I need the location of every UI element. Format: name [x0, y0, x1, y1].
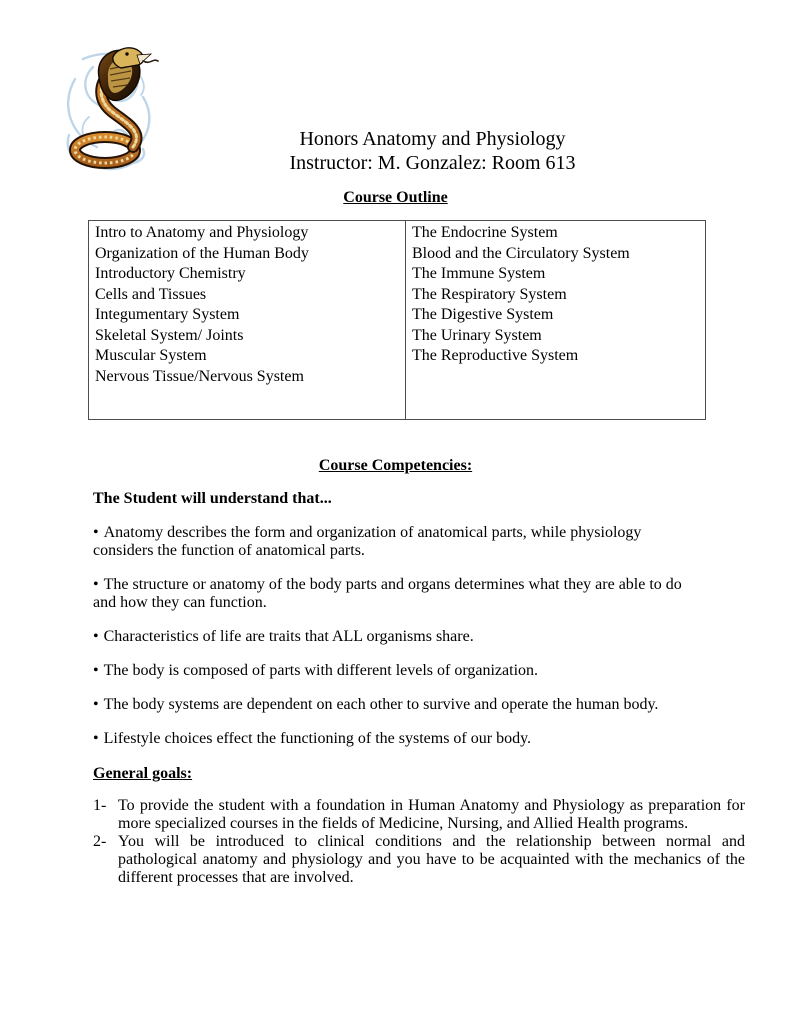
- goal-number: 2-: [93, 833, 107, 850]
- bullet-marker: •: [93, 730, 99, 747]
- outline-topic: Intro to Anatomy and Physiology: [95, 224, 309, 241]
- bullet-marker: •: [93, 524, 99, 541]
- bullet-text: Anatomy describes the form and organization of anatomical parts, while physiology considers the function of anatomical parts.: [93, 524, 642, 559]
- outline-topic: Cells and Tissues: [95, 285, 207, 303]
- cobra-logo: [55, 45, 160, 175]
- outline-topic: Integumentary System: [95, 306, 240, 323]
- bullet-item: [93, 524, 703, 560]
- bullet-item: [93, 628, 703, 646]
- goal-text: To provide the student with a foundation in Human Anatomy and Physiology as preparation for more specialized courses in the fields of Medicine, Nursing, and Allied Health programs.: [118, 797, 745, 832]
- bullet-item: [93, 662, 703, 680]
- outline-topic: Muscular System: [95, 347, 207, 364]
- outline-topic: Organization of the Human Body: [95, 244, 309, 262]
- outline-topic: Skeletal System/ Joints: [95, 326, 244, 344]
- goal-text: You will be introduced to clinical conditions and the relationship between normal and pathological anatomy and physiology and you have to be acquainted with the mechanics of the different processes that are involved.: [118, 833, 745, 886]
- outline-topic: The Urinary System: [412, 326, 542, 344]
- outline-left-cell: [89, 221, 406, 420]
- outline-topic: Introductory Chemistry: [95, 265, 246, 282]
- goal-item: [93, 833, 745, 887]
- doc-subtitle: Instructor: M. Gonzalez: Room 613: [289, 152, 576, 174]
- outline-right-cell: [406, 221, 706, 420]
- outline-topic: The Reproductive System: [412, 347, 579, 364]
- goal-item: [93, 797, 745, 833]
- bullet-text: Lifestyle choices effect the functioning of the systems of our body.: [103, 730, 532, 747]
- bullet-text: Characteristics of life are traits that ALL organisms share.: [103, 628, 474, 645]
- outline-topic: Nervous Tissue/Nervous System: [95, 367, 304, 385]
- bullet-marker: •: [93, 576, 99, 593]
- outline-topic: Blood and the Circulatory System: [412, 244, 630, 262]
- bullet-text: The structure or anatomy of the body parts and organs determines what they are able to do and how they can function.: [93, 576, 682, 611]
- outline-topic: The Respiratory System: [412, 285, 567, 303]
- goal-number: 1-: [93, 797, 107, 814]
- outline-topic: The Endocrine System: [412, 224, 558, 241]
- bullet-item: [93, 576, 703, 612]
- document-header: [160, 127, 705, 175]
- bullet-text: The body is composed of parts with different levels of organization.: [103, 662, 539, 679]
- cobra-snake-icon: [55, 45, 160, 175]
- bullet-text: The body systems are dependent on each other to survive and operate the human body.: [103, 696, 659, 713]
- bullet-marker: •: [93, 628, 99, 645]
- general-goals-heading: General goals:: [93, 765, 193, 782]
- bullet-marker: •: [93, 662, 99, 679]
- table-row: [89, 221, 706, 420]
- doc-title: Honors Anatomy and Physiology: [299, 128, 566, 150]
- bullet-item: [93, 730, 703, 748]
- outline-topic: The Immune System: [412, 265, 546, 282]
- bullet-marker: •: [93, 696, 99, 713]
- course-outline-table: [88, 220, 706, 420]
- bullet-item: [93, 696, 703, 714]
- course-competencies-heading: Course Competencies:: [318, 457, 473, 474]
- course-outline-heading: Course Outline: [343, 189, 448, 206]
- outline-topic: The Digestive System: [412, 306, 554, 323]
- competencies-intro: The Student will understand that...: [93, 490, 332, 507]
